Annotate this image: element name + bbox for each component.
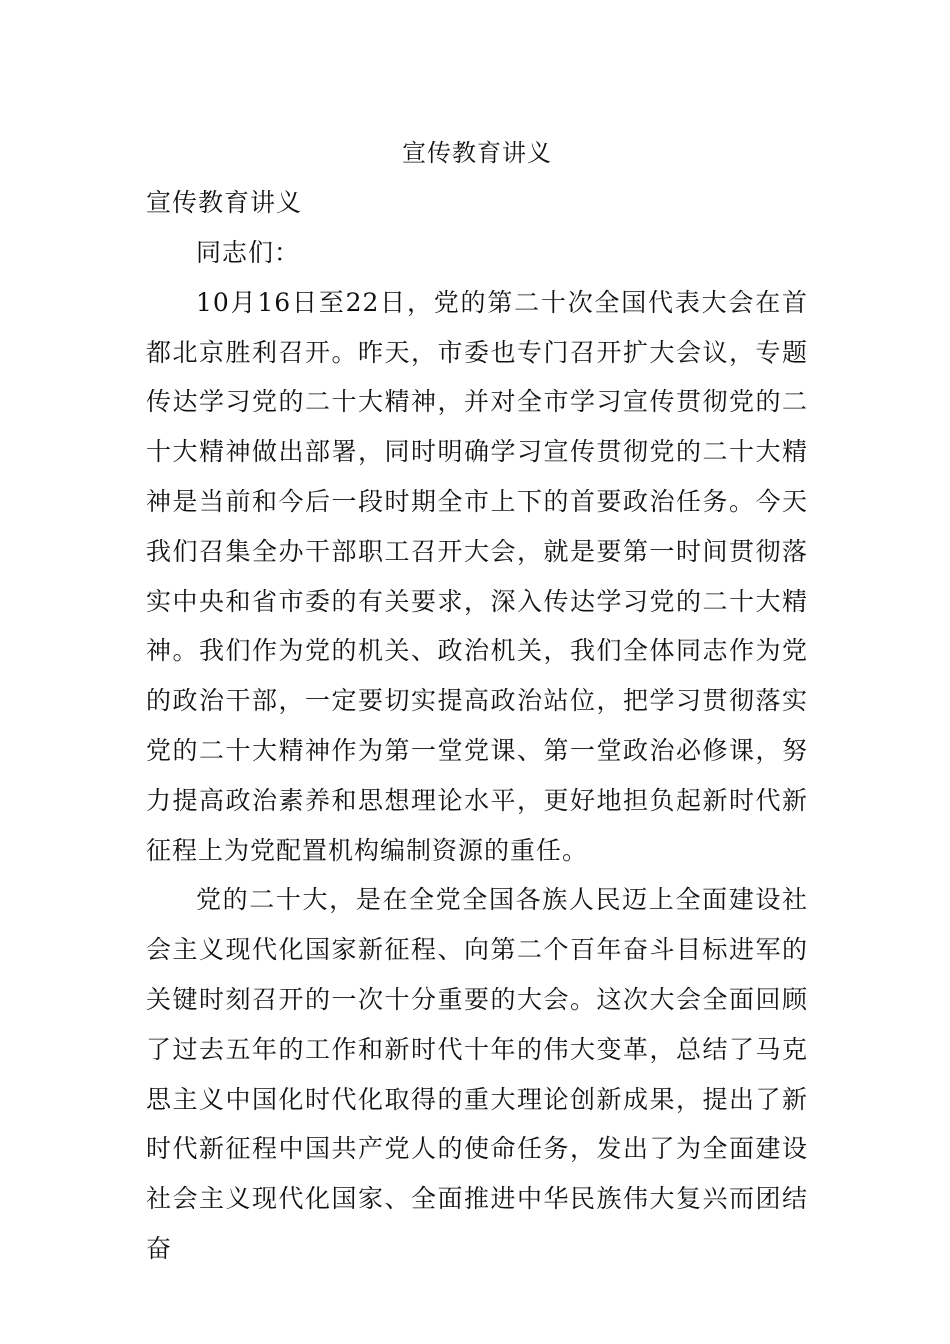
paragraph-2: 党的二十大，是在全党全国各族人民迈上全面建设社会主义现代化国家新征程、向第二个百年奋斗目标进军的关键时刻召开的一次十分重要的大会。这次大会全面回顾了过去五年的工作和新时代十年的伟大变革，总结了马克思主义中国化时代化取得的重大理论创新成果，提出了新时代新征程中国共产党人的使命任务，发出了为全面建设社会主义现代化国家、全面推进中华民族伟大复兴而团结奋 [146,885,808,1263]
paragraph-1: 10月16日至22日，党的第二十次全国代表大会在首都北京胜利召开。昨天，市委也专门召开扩大会议，专题传达学习党的二十大精神，并对全市学习宣传贯彻党的二十大精神做出部署，同时明确学习宣传贯彻党的二十大精神是当前和今后一段时期全市上下的首要政治任务。今天我们召集全办干部职工召开大会，就是要第一时间贯彻落实中央和省市委的有关要求，深入传达学习党的二十大精神。我们作为党的机关、政治机关，我们全体同志作为党的政治干部，一定要切实提高政治站位，把学习贯彻落实党的二十大精神作为第一堂党课、第一堂政治必修课，努力提高政治素养和思想理论水平，更好地担负起新时代新征程上为党配置机构编制资源的重任。 [146,287,808,865]
document-title: 宣传教育讲义 [402,139,552,167]
document-subtitle: 宣传教育讲义 [146,188,303,217]
document-page [146,128,808,1274]
salutation: 同志们： [196,238,301,267]
